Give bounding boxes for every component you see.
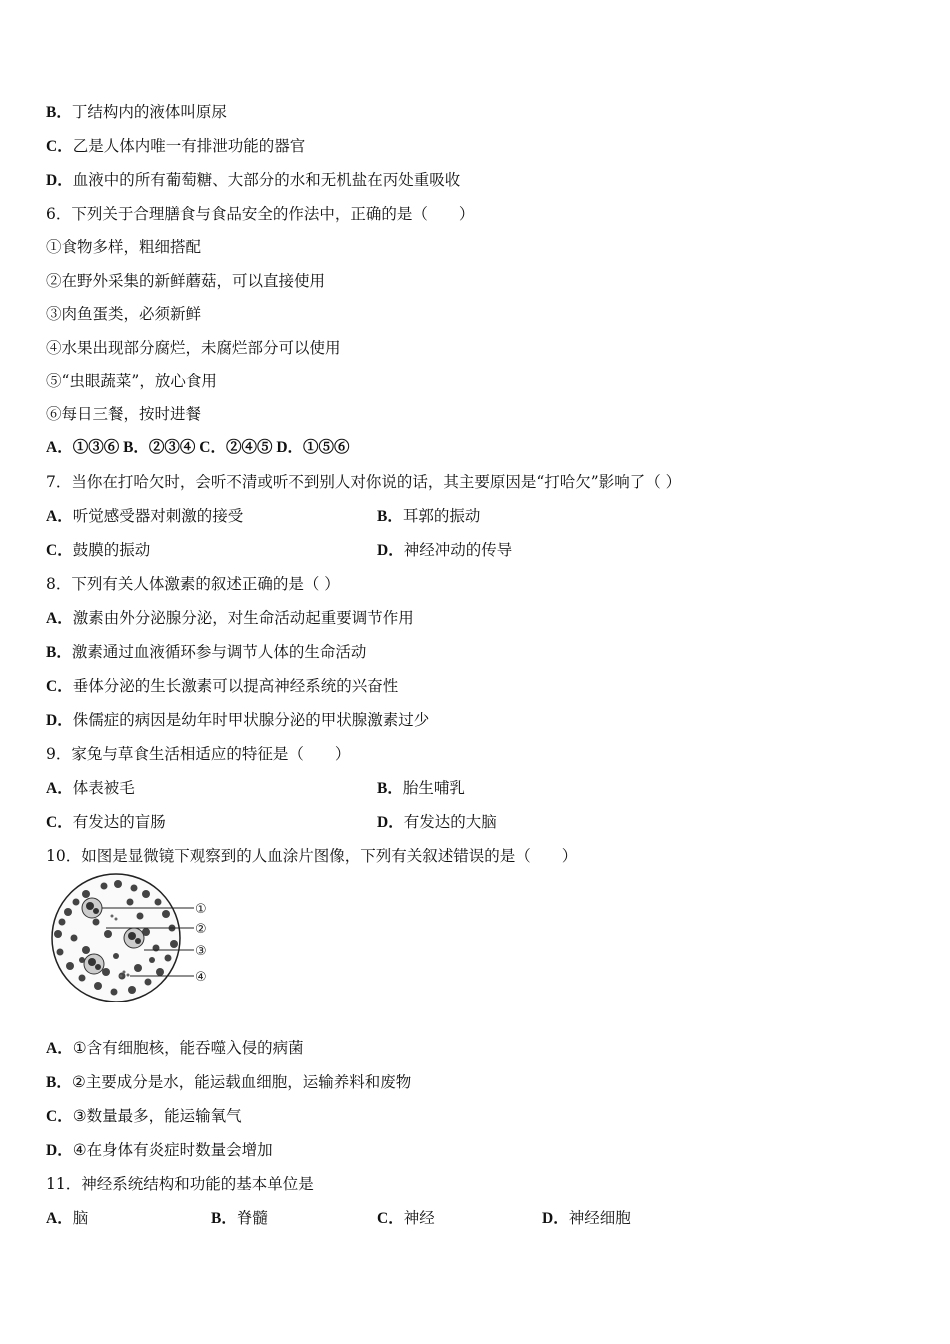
q10-option-d: D．④在身体有炎症时数量会增加 — [46, 1141, 273, 1159]
q11-stem: 11．神经系统结构和功能的基本单位是 — [46, 1175, 314, 1193]
q11-option-b: B．脊髓 — [211, 1209, 268, 1227]
q10-stem: 10．如图是显微镜下观察到的人血涂片图像，下列有关叙述错误的是（ ） — [46, 847, 578, 865]
q9-option-c: C．有发达的盲肠 — [46, 813, 166, 831]
q11-option-d: D．神经细胞 — [542, 1209, 631, 1227]
q5-option-b: B．丁结构内的液体叫原尿 — [46, 103, 227, 121]
q8-option-c: C．垂体分泌的生长激素可以提高神经系统的兴奋性 — [46, 677, 399, 695]
q8-option-d: D．侏儒症的病因是幼年时甲状腺分泌的甲状腺激素过少 — [46, 711, 430, 729]
figure-label: ① — [195, 902, 207, 917]
q8-stem: 8．下列有关人体激素的叙述正确的是（ ） — [46, 575, 340, 593]
q5-option-d: D．血液中的所有葡萄糖、大部分的水和无机盐在丙处重吸收 — [46, 171, 461, 189]
q8-option-b: B．激素通过血液循环参与调节人体的生命活动 — [46, 643, 367, 661]
q6-item: ④水果出现部分腐烂，未腐烂部分可以使用 — [46, 339, 341, 357]
q7-option-b: B．耳郭的振动 — [377, 507, 481, 525]
q10-option-c: C．③数量最多，能运输氧气 — [46, 1107, 242, 1125]
q8-option-a: A．激素由外分泌腺分泌，对生命活动起重要调节作用 — [46, 609, 414, 627]
q7-stem: 7．当你在打哈欠时，会听不清或听不到别人对你说的话，其主要原因是“打哈欠”影响了（ ） — [46, 473, 682, 491]
q6-item: ⑥每日三餐，按时进餐 — [46, 405, 202, 423]
q7-option-d: D．神经冲动的传导 — [377, 541, 513, 559]
q9-option-a: A．体表被毛 — [46, 779, 135, 797]
q10-option-a: A．①含有细胞核，能吞噬入侵的病菌 — [46, 1039, 304, 1057]
q9-stem: 9．家兔与草食生活相适应的特征是（ ） — [46, 745, 351, 763]
q7-option-a: A．听觉感受器对刺激的接受 — [46, 507, 244, 525]
q11-option-c: C．神经 — [377, 1209, 435, 1227]
q11-option-a: A．脑 — [46, 1209, 89, 1227]
q9-option-d: D．有发达的大脑 — [377, 813, 497, 831]
q6-item: ③肉鱼蛋类，必须新鲜 — [46, 305, 202, 323]
q6-item: ②在野外采集的新鲜蘑菇，可以直接使用 — [46, 272, 326, 290]
figure-label: ④ — [195, 970, 207, 985]
q9-option-b: B．胎生哺乳 — [377, 779, 465, 797]
q7-option-c: C．鼓膜的振动 — [46, 541, 151, 559]
blood-smear-figure — [46, 872, 216, 1002]
q10-option-b: B．②主要成分是水，能运载血细胞，运输养料和废物 — [46, 1073, 412, 1091]
q6-item: ⑤“虫眼蔬菜”，放心食用 — [46, 372, 217, 390]
q6-stem: 6．下列关于合理膳食与食品安全的作法中，正确的是（ ） — [46, 205, 475, 223]
figure-label: ③ — [195, 944, 207, 959]
figure-label: ② — [195, 922, 207, 937]
q5-option-c: C．乙是人体内唯一有排泄功能的器官 — [46, 137, 306, 155]
blood-smear-diagram — [46, 872, 216, 1002]
q6-item: ①食物多样，粗细搭配 — [46, 238, 202, 256]
q6-answers: A．①③⑥ B．②③④ C．②④⑤ D．①⑤⑥ — [46, 439, 350, 456]
